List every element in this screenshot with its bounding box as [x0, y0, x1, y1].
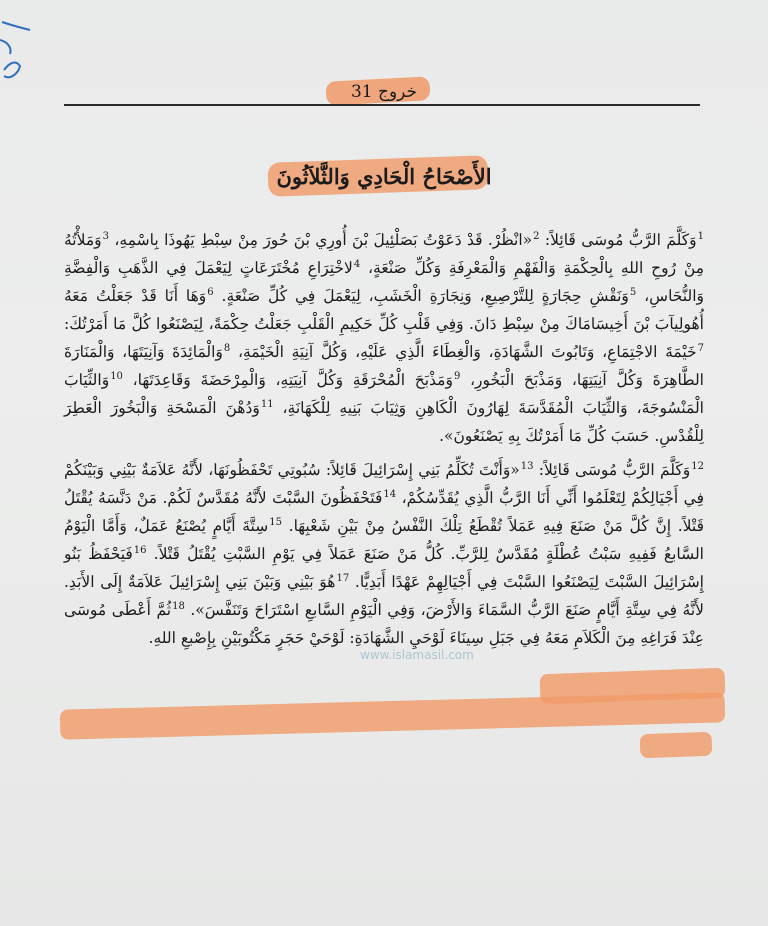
verse — [534, 461, 704, 479]
verse-number: 4 — [353, 258, 361, 270]
verse — [109, 231, 540, 249]
verse-number: 8 — [223, 342, 231, 354]
chapter-body — [64, 226, 704, 658]
verse-number: 5 — [629, 286, 637, 298]
paragraph — [64, 456, 704, 652]
verse-number: 2 — [533, 230, 540, 242]
verse-text: خَيْمَةَ الاجْتِمَاعِ، وَتَابُوتَ الشَّهَادَةِ، وَالْغِطَاءَ الَّذِي عَلَيْهِ، وَكُلَّ آنِيَةِ الْخَيْمَةِ، — [230, 343, 697, 361]
verse-number: 9 — [453, 370, 461, 382]
verse-text: لاخْتِرَاعِ مُخْتَرَعَاتٍ لِيَعْمَلَ فِي الذَّهَبِ وَالْفِضَّةِ وَالنُّحَاسِ، — [64, 259, 704, 305]
verse-text: فَيَحْفَظُ بَنُو إِسْرَائِيلَ السَّبْتَ لِيَصْنَعُوا السَّبْتَ فِي أَجْيَالِهِمْ عَهْدًا أَبَدِيًّا. — [64, 545, 704, 591]
verse — [123, 371, 460, 389]
verse-text: وَكَلَّمَ الرَّبُّ مُوسَى قَائِلاً: — [539, 231, 697, 249]
verse-number: 6 — [207, 286, 214, 298]
verse-number: 12 — [691, 460, 704, 472]
verse-number: 18 — [172, 600, 185, 612]
verse — [540, 231, 704, 249]
verse-text: وَنَقْشِ حِجَارَةٍ لِلتَّرْصِيعِ، وَنِجَارَةِ الْخَشَبِ، لِيَعْمَلَ فِي كُلِّ صَنْعَةٍ. — [213, 287, 629, 305]
verse-number: 14 — [383, 488, 397, 500]
verse-number: 13 — [520, 460, 534, 472]
site-watermark: www.islamasil.com — [360, 648, 474, 662]
verse-text: وَمَذْبَحَ الْمُحْرَقَةِ وَكُلَّ آنِيَتِهِ، وَالْمِرْحَضَةَ وَقَاعِدَتَهَا، — [122, 371, 453, 389]
header-rule — [64, 104, 700, 106]
verse-number: 11 — [260, 398, 274, 410]
verse-text: وَالثِّيَابَ الْمَنْسُوجَةَ، وَالثِّيَابَ الْمُقَدَّسَةَ لِهَارُونَ الْكَاهِنِ وَثِيَابَ بَنِيهِ لِلْكَهَانَةِ، — [64, 371, 704, 417]
verse-number: 3 — [102, 230, 110, 242]
chapter-title: الأَصْحَاحُ الْحَادِي وَالثَّلاَثُونَ — [276, 164, 492, 189]
pen-ink-mark — [0, 0, 40, 90]
verse — [230, 343, 704, 361]
verse — [214, 287, 637, 305]
verse-text: وَالْمَائِدَةَ وَآنِيَتَهَا، وَالْمَنَارَةَ الطَّاهِرَةَ وَكُلَّ آنِيَتِهَا، وَمَذْبَحَ الْبَخُورِ، — [64, 343, 704, 389]
verse-text: وَمَلأْتُهُ مِنْ رُوحِ اللهِ بِالْحِكْمَةِ وَالْفَهْمِ وَالْمَعْرِفَةِ وَكُلِّ صَنْعَةٍ، — [64, 231, 704, 277]
verse-number: 10 — [110, 370, 123, 382]
verse-number: 1 — [697, 230, 705, 242]
verse-text: سِتَّةَ أَيَّامٍ يُصْنَعُ عَمَلٌ، وَأَمَّا الْيَوْمُ السَّابعُ فَفِيهِ سَبْتُ عُطْلَةٍ مُقَدَّسٌ لِلرَّبِّ. كُلُّ مَنْ صَنَعَ عَمَلاً فِي يَوْمِ السَّبْتِ يُقْتَلُ قَتْلاً. — [64, 517, 704, 563]
verse-number: 7 — [697, 342, 704, 354]
verse-text: «وَأَنْتَ تُكَلِّمُ بَنِي إِسْرَائِيلَ قَائِلاً: سُبُوتِي تَحْفَظُونَهَا، لأَنَّهُ عَلاَمَةٌ بَيْنِي وَبَيْنَكُمْ فِي أَجْيَالِكُمْ لِتَعْلَمُوا أَنِّي أَنَا الرَّبُّ الَّذِي يُقَدِّسُكُمْ، — [64, 461, 704, 507]
verse-text: وَدُهْنَ الْمَسْحَةِ وَالْبَخُورَ الْعَطِرَ لِلْقُدْسِ. حَسَبَ كُلِّ مَا أَمَرْتُكَ بِهِ يَصْنَعُونَ». — [64, 399, 704, 445]
verse-number: 16 — [133, 544, 147, 556]
verse-text: ثُمَّ أَعْطَى مُوسَى عِنْدَ فَرَاغِهِ مِنَ الْكَلاَمِ مَعَهُ فِي جَبَلِ سِينَاءَ لَوْحَيِ الشَّهَادَةِ: لَوْحَيْ حَجَرٍ مَكْتُوبَيْنِ بِإِصْبعِ اللهِ. — [64, 601, 704, 647]
verse-text: هُوَ بَيْنِي وَبَيْنَ بَنِي إِسْرَائِيلَ عَلاَمَةٌ إِلَى الأَبَدِ. لأَنَّهُ فِي سِتَّةِ أَيَّامٍ صَنَعَ الرَّبُّ السَّمَاءَ وَالأَرْضَ، وَفِي الْيَوْمِ السَّابعِ اسْتَرَاحَ وَتَنَفَّسَ». — [64, 573, 705, 619]
verse-highlight — [60, 692, 726, 739]
paragraph — [64, 226, 704, 450]
verse-text: فَتَحْفَظُونَ السَّبْتَ لأَنَّهُ مُقَدَّسٌ لَكُمْ. مَنْ دَنَّسَهُ يُقْتَلُ قَتْلاً. إِنَّ كُلَّ مَنْ صَنَعَ فِيهِ عَمَلاً تُقْطَعُ تِلْكَ النَّفْسُ مِنْ بَيْنِ شَعْبِهَا. — [64, 489, 704, 535]
verse-text: وَكَلَّمَ الرَّبُّ مُوسَى قَائِلاً: — [533, 461, 691, 479]
running-header: خروج 31 — [350, 82, 418, 102]
verse-text: «انْظُرْ. قَدْ دَعَوْتُ بَصَلْئِيلَ بْنَ أُورِي بْنَ حُورَ مِنْ سِبْطِ يَهُوذَا بِاسْمِهِ، — [109, 231, 533, 249]
verse-highlight — [640, 732, 713, 758]
verse-number: 17 — [336, 572, 350, 584]
verse-text: وَهَا أَنَا قَدْ جَعَلْتُ مَعَهُ أُهُولِيآبَ بْنَ أَخِيسَامَاكَ مِنْ سِبْطِ دَانَ. وَفِي قَلْبِ كُلِّ حَكِيمِ الْقَلْبِ جَعَلْتُ حِكْمَةً، لِيَصْنَعُوا كُلَّ مَا أَمَرْتُكَ: — [64, 287, 704, 333]
verse-number: 15 — [269, 516, 282, 528]
